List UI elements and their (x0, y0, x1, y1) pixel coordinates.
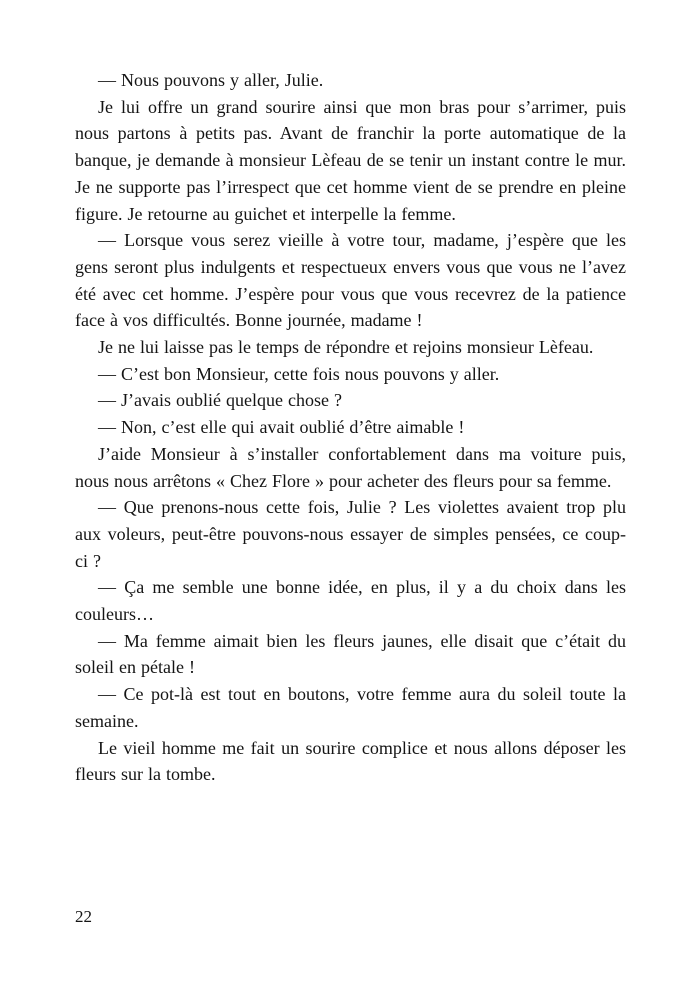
paragraph-dialogue: — Non, c’est elle qui avait oublié d’être aimable ! (98, 417, 465, 438)
paragraph-dialogue: — Lorsque vous serez vieille à votre tour, madame, j’espère que les gens seront plus indulgents et respectueux envers vous que vous ne l’avez été avec cet homme. J’espère pour vous que vous recevrez de la patience face à vos difficultés. Bonne journée, madame ! (75, 230, 626, 331)
page-number: 22 (75, 907, 92, 926)
paragraph-narration: Je ne lui laisse pas le temps de répondre et rejoins monsieur Lèfeau. (98, 337, 594, 358)
paragraph-narration: Le vieil homme me fait un sourire complice et nous allons déposer les fleurs sur la tombe. (75, 737, 626, 785)
paragraph-narration: Je lui offre un grand sourire ainsi que mon bras pour s’arrimer, puis nous partons à petits pas. Avant de franchir la porte automatique de la banque, je demande à monsieur Lèfeau de se tenir un instant contre le mur. Je ne supporte pas l’irrespect que cet homme vient de se prendre en pleine figure. Je retourne au guichet et interpelle la femme. (75, 96, 626, 224)
paragraph-dialogue: — J’avais oublié quelque chose ? (98, 390, 342, 411)
paragraph-dialogue: — Nous pouvons y aller, Julie. (98, 70, 324, 90)
paragraph-dialogue: — Ça me semble une bonne idée, en plus, il y a du choix dans les couleurs… (75, 577, 626, 625)
paragraph-dialogue: — Que prenons-nous cette fois, Julie ? Les violettes avaient trop plu aux voleurs, peut-être pouvons-nous essayer de simples pensées, ce coup-ci ? (75, 497, 626, 571)
paragraph-dialogue: — Ma femme aimait bien les fleurs jaunes, elle disait que c’était du soleil en pétale ! (75, 630, 626, 678)
paragraph-dialogue: — Ce pot-là est tout en boutons, votre femme aura du soleil toute la semaine. (75, 684, 626, 731)
paragraph-dialogue: — C’est bon Monsieur, cette fois nous pouvons y aller. (98, 363, 500, 384)
paragraph-narration: J’aide Monsieur à s’installer confortablement dans ma voiture puis, nous nous arrêtons « Chez Flore » pour acheter des fleurs pour sa femme. (75, 443, 626, 491)
text-block (75, 67, 626, 788)
